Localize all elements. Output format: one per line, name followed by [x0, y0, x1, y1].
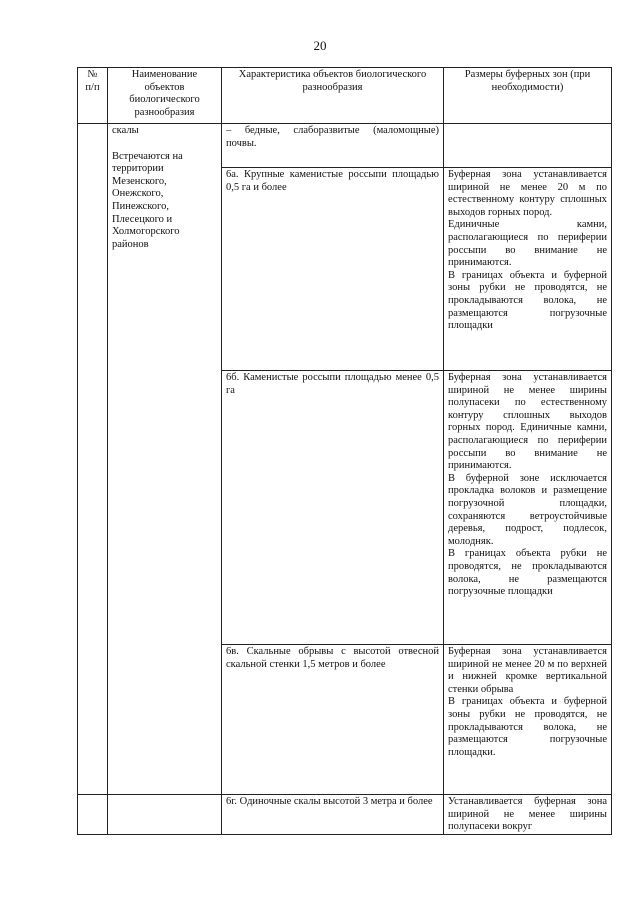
buffer-paragraph: Буферная зона устанавливается шириной не менее 20 м по верхней и нижней кромке вертикальной стенки обрыва: [448, 646, 607, 695]
buffer-cell: [444, 795, 612, 835]
buffer-paragraph: В границах объекта и буферной зоны рубки не проводятся, не прокладываются волока, не размещаются погрузочные площадки.: [448, 696, 607, 758]
buffer-paragraph: В границах объекта и буферной зоны рубки не проводятся, не прокладываются волока, не размещаются погрузочные площадки: [448, 269, 607, 332]
buffer-cell: [444, 124, 612, 168]
header-characteristic: Характеристика объектов биологического разнообразия: [222, 68, 444, 124]
buffer-paragraph: В буферной зоне исключается прокладка волоков и размещение погрузочной площадки, сохраняются ветроустойчивые деревья, подрост, подлесок, молодняк.: [448, 472, 607, 547]
header-buffer: Размеры буферных зон (при необходимости): [444, 68, 612, 124]
buffer-paragraph: В границах объекта рубки не проводятся, не прокладываются волока, не размещаются погрузочные площадки: [448, 548, 607, 598]
buffer-cell: [444, 168, 612, 371]
characteristic-cell: 6а. Крупные каменистые россыпи площадью 0,5 га и более: [222, 168, 444, 371]
table-row: [78, 795, 612, 835]
buffer-paragraph: Устанавливается буферная зона шириной не менее ширины полупасеки вокруг: [448, 796, 607, 833]
buffer-cell: [444, 645, 612, 795]
characteristic-cell: – бедные, слаборазвитые (маломощные) почвы.: [222, 124, 444, 168]
characteristic-cell: 6б. Каменистые россыпи площадью менее 0,5 га: [222, 371, 444, 645]
object-name-cell: [108, 795, 222, 835]
biodiversity-table: [77, 67, 612, 835]
buffer-paragraph: Буферная зона устанавливается шириной не менее ширины полупасеки по естественному контуру сплошных выходов горных пород. Единичные камни, располагающиеся по периферии россыпи во внимание не принимаются.: [448, 372, 607, 472]
header-num: № п/п: [78, 68, 108, 124]
object-name-cell: [108, 124, 222, 795]
object-name-line2: Встречаются на территории Мезенского, Онежского, Пинежского, Плесецкого и Холмогорского районов: [112, 150, 183, 250]
object-name-line1: скалы: [112, 125, 139, 136]
table-row: [78, 124, 612, 168]
characteristic-cell: 6г. Одиночные скалы высотой 3 метра и более: [222, 795, 444, 835]
buffer-paragraph: Единичные камни, располагающиеся по периферии россыпи во внимание не принимаются.: [448, 219, 607, 269]
buffer-paragraph: Буферная зона устанавливается шириной не менее 20 м по естественному контуру сплошных выходов горных пород.: [448, 169, 607, 218]
table-header-row: [78, 68, 612, 124]
buffer-cell: [444, 371, 612, 645]
header-name: Наименование объектов биологического разнообразия: [108, 68, 222, 124]
row-num-cell: [78, 795, 108, 835]
characteristic-cell: 6в. Скальные обрывы с высотой отвесной скальной стенки 1,5 метров и более: [222, 645, 444, 795]
page-number: 20: [313, 38, 327, 53]
row-num-cell: [78, 124, 108, 795]
